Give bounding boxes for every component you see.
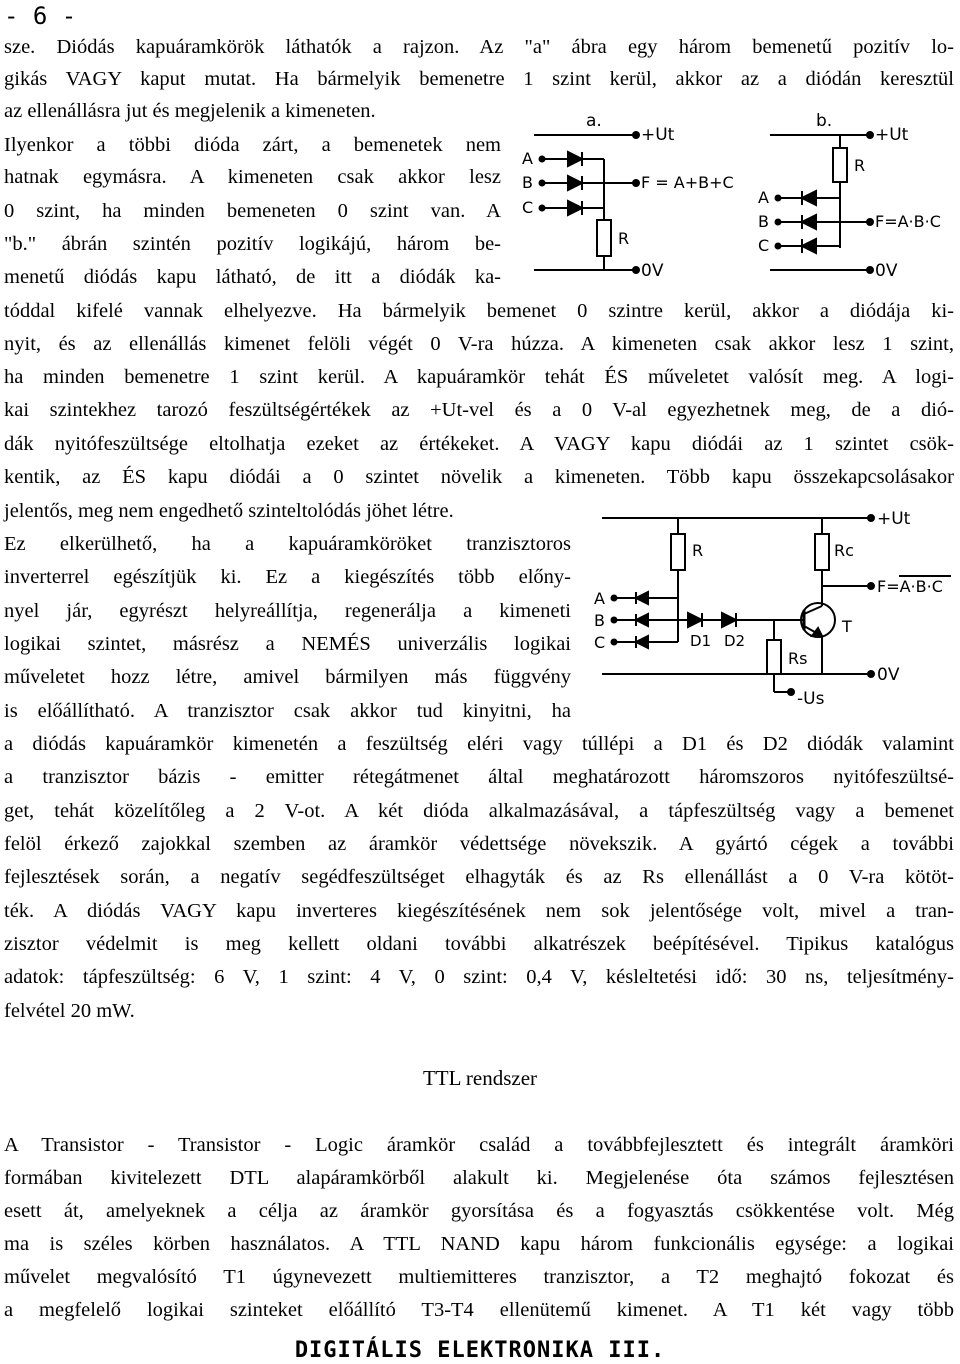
- text-line: is előállítható. A tranzisztor csak akkor tud kinyitni, ha: [4, 700, 571, 722]
- fig-a-input-a: A: [522, 149, 533, 168]
- fig-c-neg-supply: -Us: [797, 689, 825, 709]
- fig-a-label: a.: [586, 111, 602, 131]
- text-line: műveletet hozz létre, amivel bármilyen más függvény: [4, 666, 571, 688]
- fig-c-resistor-rs: Rs: [788, 649, 808, 668]
- text-line: 0 szint, ha minden bemeneten 0 szint van. A: [4, 200, 501, 222]
- text-line: jelentős, meg nem engedhető szinteltolódás jöhet létre.: [4, 500, 454, 522]
- fig-a-output: F = A+B+C: [641, 173, 734, 192]
- text-line: hatnak egymásra. A kimeneten csak akkor lesz: [4, 166, 501, 188]
- text-line: formában kivitelezett DTL alapáramkörből alakult ki. Megjelenése óta számos fejlesztésen: [4, 1167, 954, 1189]
- section-heading: TTL rendszer: [422, 1066, 538, 1090]
- fig-c-resistor-rc: Rc: [834, 541, 854, 560]
- text-line: a megfelelő logikai szinteket előállító T3-T4 ellenütemű kimenet. A T1 két vagy több: [4, 1299, 954, 1321]
- text-line: logikai szintet, másrész a NEMÉS univerzális logikai: [4, 633, 571, 655]
- fig-a-supply: +Ut: [641, 125, 675, 145]
- fig-c-resistor-r: R: [692, 541, 704, 560]
- text-line: esett át, amelyeknek a célja az áramkör gyorsítása és a fogyasztás csökkentése volt. Még: [4, 1200, 954, 1222]
- fig-b-input-b: B: [758, 212, 769, 231]
- fig-c-d2-label: D2: [724, 632, 746, 650]
- fig-b-input-a: A: [758, 188, 769, 207]
- text-line: Ilyenkor a többi dióda zárt, a bemenetek nem: [4, 134, 501, 156]
- text-line: kai szintekhez tarozó feszültségértékek az +Ut-vel és a 0 V-al egyezhetnek meg, de a dió-: [4, 399, 954, 421]
- text-line: művelet megvalósító T1 úgynevezett multiemitteres tranzisztor, a T2 meghajtó fokozat és: [4, 1266, 954, 1288]
- fig-a-input-c: C: [522, 198, 534, 217]
- text-line: dák nyitófeszültsége eltolhatja ezeket az értékeket. A VAGY kapu diódái az 1 szintet csök-: [4, 433, 954, 455]
- text-line: fejlesztések során, a negatív segédfeszültséget elhagyták és az Rs ellenállást a 0 V-ra kötöt-: [4, 866, 954, 888]
- text-line: felöl érkező zajokkal szemben az áramkör védettsége növekszik. A gyártó cégek a további: [4, 833, 954, 855]
- fig-c-supply: +Ut: [877, 509, 911, 529]
- text-line: nyit, és az ellenállás kimenet felöli végét 0 V-ra húzza. A kimeneten csak akkor lesz 1 szint,: [4, 333, 954, 355]
- text-line: get, tehát közelítőleg a 2 V-ot. A két dióda alkalmazásával, a tápfeszültség vagy a bemenet: [4, 800, 954, 822]
- text-line: ték. A diódás VAGY kapu inverteres kiegészítésének nem sok jelentősége volt, mivel a tran-: [4, 900, 954, 922]
- footer-title: DIGITÁLIS ELEKTRONIKA III.: [294, 1338, 666, 1363]
- fig-c-output: F=A·B·C: [877, 577, 943, 596]
- text-line: "b." ábrán szintén pozitív logikájú, három be-: [4, 233, 501, 255]
- text-line: Ez elkerülhető, ha a kapuáramköröket tranzisztoros: [4, 533, 571, 555]
- fig-c-input-a: A: [594, 589, 605, 608]
- text-line: nyel jár, egyrészt helyreállítja, regenerálja a kimeneti: [4, 600, 571, 622]
- fig-c-transistor-label: T: [842, 617, 852, 636]
- text-line: tóddal kifelé vannak elhelyezve. Ha bármelyik bemenet 0 szintre kerül, akkor a diódája ki-: [4, 300, 954, 322]
- dtl-nand-gate-diagram: [592, 506, 958, 710]
- fig-b-supply: +Ut: [875, 125, 909, 145]
- fig-b-output: F=A·B·C: [875, 212, 941, 231]
- fig-b-label: b.: [816, 111, 833, 131]
- fig-c-input-b: B: [594, 611, 605, 630]
- text-line: zisztor védelmit is meg kellett oldani további alkatrészek beépítésével. Tipikus katalógus: [4, 933, 954, 955]
- diode-or-gate-diagram: [520, 108, 740, 280]
- fig-a-ground: 0V: [641, 261, 664, 280]
- text-line: menetű diódás kapu látható, de itt a diódák ka-: [4, 266, 501, 288]
- fig-b-ground: 0V: [875, 261, 898, 280]
- diode-and-gate-diagram: [756, 108, 956, 280]
- page-number: - 6 -: [4, 2, 77, 30]
- text-line: felvétel 20 mW.: [4, 1000, 135, 1022]
- text-line: sze. Diódás kapuáramkörök láthatók a rajzon. Az "a" ábra egy három bemenetű pozitív lo-: [4, 36, 954, 58]
- text-line: A Transistor - Transistor - Logic áramkör család a továbbfejlesztett és integrált áramköri: [4, 1134, 954, 1156]
- fig-c-ground: 0V: [877, 665, 900, 685]
- fig-a-input-b: B: [522, 173, 533, 192]
- fig-b-input-c: C: [758, 236, 770, 255]
- text-line: az ellenállásra jut és megjelenik a kimeneten.: [4, 100, 376, 122]
- text-line: adatok: tápfeszültség: 6 V, 1 szint: 4 V, 0 szint: 0,4 V, késleltetési idő: 30 ns, teljesítmény-: [4, 966, 954, 988]
- fig-b-resistor: R: [854, 156, 866, 175]
- text-line: kentik, az ÉS kapu diódái a 0 szintet növelik a kimeneten. Több kapu összekapcsolásakor: [4, 466, 954, 488]
- fig-c-input-c: C: [594, 633, 606, 652]
- text-line: gikás VAGY kaput mutat. Ha bármelyik bemenetre 1 szint kerül, akkor az a diódán keresztül: [4, 68, 954, 90]
- text-line: ma is széles körben használatos. A TTL NAND kapu három funkcionális egysége: a logikai: [4, 1233, 954, 1255]
- text-line: inverterrel egészítjük ki. Ez a kiegészítés több előny-: [4, 566, 571, 588]
- text-line: a tranzisztor bázis - emitter rétegátmenet által meghatározott háromszoros nyitófeszültsé-: [4, 766, 954, 788]
- fig-a-resistor: R: [618, 229, 630, 248]
- fig-c-d1-label: D1: [690, 632, 712, 650]
- text-line: ha minden bemenetre 1 szint kerül. A kapuáramkör tehát ÉS műveletet valósít meg. A logi-: [4, 366, 954, 388]
- text-line: a diódás kapuáramkör kimenetén a feszültség eléri vagy túllépi a D1 és D2 diódák valamint: [4, 733, 954, 755]
